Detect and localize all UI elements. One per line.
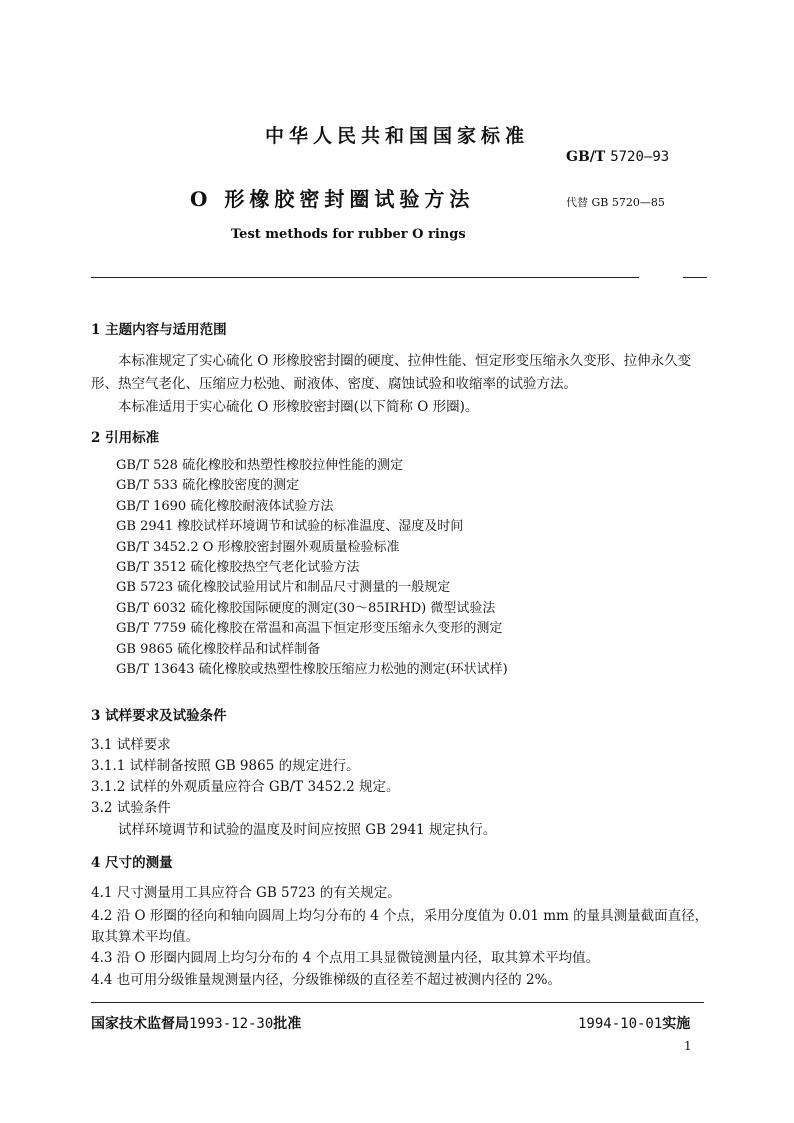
section-4-heading: 4 尺寸的测量: [91, 855, 173, 871]
section-1-paragraph-1-line-2: 形、热空气老化、压缩应力松弛、耐液体、密度、腐蚀试验和收缩率的试验方法。: [91, 376, 577, 392]
replaces-note: 代替 GB 5720—85: [566, 196, 665, 209]
referenced-standard: GB/T 3452.2 O 形橡胶密封圈外观质量检验标准: [116, 539, 400, 555]
clause-4-2-line-2: 取其算术平均值。: [91, 929, 199, 945]
section-1-paragraph-1-line-1: 本标准规定了实心硫化 O 形橡胶密封圈的硬度、拉伸性能、恒定形变压缩永久变形、拉伸永久变: [118, 353, 692, 369]
clause-3-2-text: 试样环境调节和试验的温度及时间应按照 GB 2941 规定执行。: [118, 822, 497, 838]
referenced-standard: GB/T 1690 硫化橡胶耐液体试验方法: [116, 498, 334, 514]
approval-suffix: 批准: [273, 1016, 302, 1032]
national-standard-heading: 中华人民共和国国家标准: [264, 125, 529, 147]
clause-3-1-2: 3.1.2 试样的外观质量应符合 GB/T 3452.2 规定。: [91, 779, 400, 795]
footer-divider: [91, 1002, 704, 1003]
clause-4-3: 4.3 沿 O 形圈内圆周上均匀分布的 4 个点用工具显微镜测量内径，取其算术平均值。: [91, 950, 600, 966]
section-1-paragraph-2: 本标准适用于实心硫化 O 形橡胶密封圈(以下简称 O 形圈)。: [118, 399, 479, 415]
clause-3-1-1: 3.1.1 试样制备按照 GB 9865 的规定进行。: [91, 758, 360, 774]
clause-4-1: 4.1 尺寸测量用工具应符合 GB 5723 的有关规定。: [91, 885, 401, 901]
referenced-standard: GB 2941 橡胶试样环境调节和试验的标准温度、湿度及时间: [116, 519, 464, 535]
referenced-standard: GB 5723 硫化橡胶试验用试片和制品尺寸测量的一般规定: [116, 580, 451, 596]
english-title: Test methods for rubber O rings: [231, 227, 466, 242]
standard-code-prefix: GB/T: [566, 149, 606, 165]
implementation-date: 1994-10-01: [578, 1016, 663, 1032]
referenced-standard: GB/T 3512 硫化橡胶热空气老化试验方法: [116, 559, 360, 575]
header-divider-short: [683, 277, 707, 278]
implementation-suffix: 实施: [662, 1016, 691, 1032]
referenced-standard: GB/T 528 硫化橡胶和热塑性橡胶拉伸性能的测定: [116, 458, 404, 473]
section-3-heading: 3 试样要求及试验条件: [91, 708, 227, 724]
referenced-standard: GB/T 533 硫化橡胶密度的测定: [116, 478, 300, 494]
clause-4-4: 4.4 也可用分级锥量规测量内径，分级锥梯级的直径差不超过被测内径的 2%。: [91, 972, 561, 988]
approval-date: 1993-12-30: [189, 1016, 274, 1032]
standard-code: [566, 149, 669, 165]
document-title: O 形橡胶密封圈试验方法: [190, 187, 475, 211]
clause-3-1: 3.1 试样要求: [91, 737, 171, 753]
header-divider: [91, 277, 639, 278]
referenced-standards-list: [116, 456, 636, 680]
standard-code-number: 5720—93: [610, 149, 670, 165]
section-2-heading: 2 引用标准: [91, 430, 160, 446]
referenced-standard: GB/T 7759 硫化橡胶在常温和高温下恒定形变压缩永久变形的测定: [116, 621, 503, 637]
approval-line: [91, 1013, 301, 1033]
approval-org: 国家技术监督局: [91, 1016, 189, 1032]
page-number: 1: [684, 1039, 692, 1053]
referenced-standard: GB/T 6032 硫化橡胶国际硬度的测定(30～85IRHD) 微型试验法: [116, 600, 496, 616]
section-1-heading: 1 主题内容与适用范围: [91, 322, 227, 338]
clause-3-2: 3.2 试验条件: [91, 800, 171, 816]
implementation-line: [578, 1013, 690, 1033]
referenced-standard: GB 9865 硫化橡胶样品和试样制备: [116, 641, 321, 657]
clause-4-2-line-1: 4.2 沿 O 形圈的径向和轴向圆周上均匀分布的 4 个点，采用分度值为 0.01 mm 的量具测量截面直径，: [91, 908, 709, 924]
referenced-standard: GB/T 13643 硫化橡胶或热塑性橡胶压缩应力松弛的测定(环状试样): [116, 661, 508, 677]
